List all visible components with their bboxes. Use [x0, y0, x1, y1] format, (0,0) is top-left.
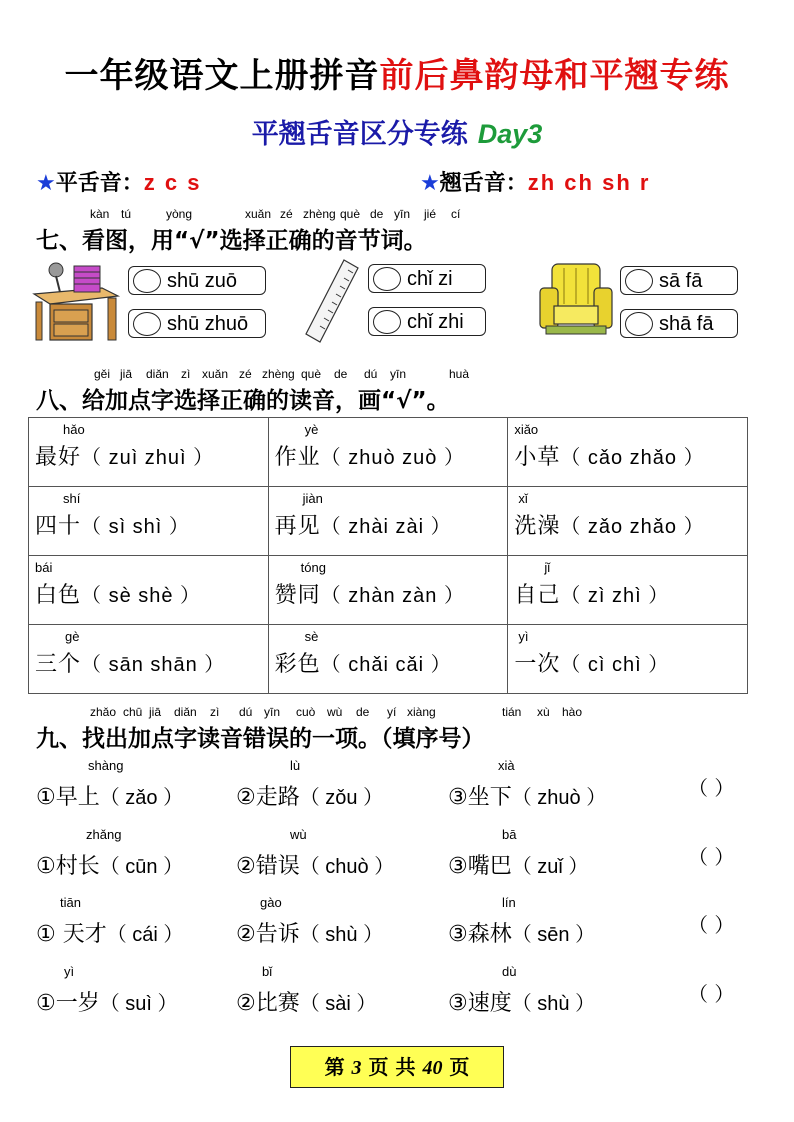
table-cell[interactable] [268, 556, 508, 625]
word: ③嘴巴 [448, 854, 512, 879]
option-box[interactable] [128, 309, 266, 338]
q9-option [236, 895, 384, 948]
table-cell[interactable] [268, 418, 508, 487]
cell-content [275, 440, 465, 471]
pinyin: de [370, 207, 384, 221]
reading: （ chuò ） [299, 856, 395, 878]
pinyin: gěi [94, 367, 111, 381]
choices: （ sān shān ） [81, 654, 226, 676]
q9-option [236, 827, 395, 880]
pinyin: yì [64, 964, 75, 979]
pinyin: bái [35, 560, 53, 575]
page-subtitle [0, 112, 794, 151]
table-row [29, 625, 748, 694]
answer-blank[interactable]: （ ） [688, 776, 735, 800]
pinyin: zhǎng [86, 827, 122, 842]
cell-content [275, 578, 465, 609]
pinyin: zé [239, 367, 252, 381]
pinyin: zé [280, 207, 293, 221]
q9-option [236, 758, 384, 811]
table-cell[interactable] [29, 556, 269, 625]
pinyin: xuǎn [202, 367, 229, 381]
pinyin: xù [537, 705, 550, 719]
check-circle[interactable] [625, 269, 653, 293]
pinyin: sè [304, 629, 319, 644]
q7-group-sofa [536, 258, 746, 344]
choices: （ sì shì ） [81, 516, 190, 538]
pinyin: de [356, 705, 370, 719]
check-circle[interactable] [133, 312, 161, 336]
pinyin: hǎo [63, 422, 85, 437]
pinyin: yè [304, 422, 319, 437]
pinyin: bǐ [262, 964, 273, 979]
table-cell[interactable] [508, 625, 748, 694]
table-cell[interactable] [508, 418, 748, 487]
cell-content [35, 647, 225, 678]
option-text: shū zhuō [167, 313, 249, 335]
pinyin: jiàn [302, 491, 323, 506]
option-box[interactable] [620, 309, 738, 338]
reading: （ zǒu ） [299, 787, 384, 809]
cell-content [275, 647, 452, 678]
choices: （ zǎo zhǎo ） [560, 516, 705, 538]
check-circle[interactable] [373, 267, 401, 291]
pinyin: tiān [60, 895, 81, 910]
pinyin: xiàng [407, 705, 436, 719]
word: ②告诉 [236, 922, 300, 947]
reading: （ zǎo ） [99, 787, 184, 809]
table-cell[interactable] [29, 625, 269, 694]
q9-question-row [36, 760, 756, 810]
q7-group-desk [30, 258, 270, 344]
word: 四十 [35, 514, 82, 539]
ruler-icon [300, 258, 364, 344]
pinyin: dú [364, 367, 378, 381]
pinyin: xiǎo [514, 422, 539, 437]
pinyin: kàn [90, 207, 110, 221]
answer-blank[interactable]: （ ） [688, 913, 735, 937]
choices: （ zhàn zàn ） [320, 585, 465, 607]
cell-content [514, 578, 669, 609]
pinyin: yí [387, 705, 397, 719]
retro-label: 翘舌音： [439, 171, 528, 196]
check-circle[interactable] [625, 312, 653, 336]
pinyin: jiā [120, 367, 133, 381]
pinyin: dú [239, 705, 253, 719]
desk-icon [30, 258, 122, 342]
reading: （ shù ） [299, 924, 384, 946]
q9-heading: 九、找出加点字读音错误的一项。（填序号） [36, 726, 485, 752]
word: ①早上 [36, 785, 100, 810]
pinyin: tóng [300, 560, 326, 575]
current-page: 3 [351, 1057, 362, 1079]
choices: （ zhuò zuò ） [320, 447, 465, 469]
subtitle-day: Day3 [477, 119, 543, 149]
choices: （ zhài zài ） [320, 516, 452, 538]
pinyin: zhǎo [90, 705, 117, 719]
option-text: shū zuō [167, 270, 238, 292]
retroflex-rule [420, 166, 650, 197]
word: 再见 [274, 514, 321, 539]
cell-content [35, 578, 201, 609]
pinyin: wù [327, 705, 343, 719]
q9-option [36, 895, 184, 948]
pinyin: shàng [88, 758, 124, 773]
q9-question-row [36, 897, 756, 947]
q7-heading: 七、看图，用“√”选择正确的音节词。 [36, 228, 427, 254]
pinyin: xǐ [518, 491, 528, 506]
pinyin: bā [502, 827, 517, 842]
table-cell[interactable] [268, 487, 508, 556]
title-black-part: 一年级语文上册拼音 [64, 56, 380, 96]
q9-option [448, 827, 589, 880]
pinyin: gè [65, 629, 80, 644]
answer-blank[interactable]: （ ） [688, 845, 735, 869]
word: ①村长 [36, 854, 100, 879]
pinyin: xuǎn [245, 207, 272, 221]
q9-option [448, 964, 596, 1017]
table-row [29, 556, 748, 625]
word: ① 天才 [36, 922, 107, 947]
check-circle[interactable] [133, 269, 161, 293]
footer-text: 第 [324, 1055, 352, 1079]
choices: （ cǎo zhǎo ） [560, 447, 705, 469]
retro-letters: zh ch sh r [527, 170, 651, 195]
footer-text: 页 共 [361, 1055, 423, 1079]
q8-heading: 八、给加点字选择正确的读音，画“√”。 [36, 388, 450, 414]
q9-option [36, 964, 178, 1017]
word: ③森林 [448, 922, 512, 947]
reading: （ cái ） [106, 924, 184, 946]
pinyin: de [334, 367, 348, 381]
footer-text: 页 [442, 1055, 470, 1079]
star-icon: ★ [36, 171, 56, 196]
q9-option [236, 964, 377, 1017]
pinyin: yīn [394, 207, 411, 221]
pinyin: lù [290, 758, 301, 773]
reading: （ shù ） [511, 993, 596, 1015]
pinyin: zhèng [303, 207, 336, 221]
table-cell[interactable] [508, 487, 748, 556]
answer-blank[interactable]: （ ） [688, 982, 735, 1006]
word: 白色 [35, 583, 82, 608]
choices: （ zì zhì ） [560, 585, 670, 607]
pinyin: dù [502, 964, 517, 979]
pinyin: tián [502, 705, 522, 719]
pinyin: què [301, 367, 322, 381]
pinyin: wù [290, 827, 307, 842]
flat-tongue-rule [36, 166, 201, 197]
word: 三个 [35, 652, 82, 677]
cell-content [514, 440, 704, 471]
pinyin: xià [498, 758, 515, 773]
table-cell[interactable] [268, 625, 508, 694]
pinyin: lín [502, 895, 516, 910]
table-row [29, 418, 748, 487]
sofa-icon [536, 260, 616, 342]
title-red-part: 前后鼻韵母和平翘专练 [379, 56, 730, 96]
pinyin: yīn [390, 367, 407, 381]
word: 赞同 [274, 583, 321, 608]
reading: （ suì ） [99, 993, 178, 1015]
pinyin: hào [562, 705, 583, 719]
choices: （ sè shè ） [81, 585, 202, 607]
word: 洗澡 [514, 514, 561, 539]
pinyin: diǎn [146, 367, 169, 381]
q9-question-row [36, 966, 756, 1016]
word: 小草 [514, 445, 561, 470]
table-cell[interactable] [508, 556, 748, 625]
pinyin: zì [210, 705, 220, 719]
option-box[interactable] [128, 266, 266, 295]
table-row [29, 487, 748, 556]
pinyin: zì [181, 367, 191, 381]
q9-option [36, 827, 184, 880]
word: ①一岁 [36, 991, 100, 1016]
word: ②比赛 [236, 991, 300, 1016]
page-title [0, 48, 794, 97]
q7-group-ruler [300, 258, 490, 344]
option-box[interactable] [368, 264, 486, 293]
pinyin: yīn [264, 705, 281, 719]
option-text: sā fā [659, 270, 703, 292]
pinyin: zhèng [262, 367, 295, 381]
reading: （ cūn ） [99, 856, 184, 878]
pinyin: diǎn [174, 705, 197, 719]
cell-content [35, 440, 214, 471]
pinyin: jiā [149, 705, 162, 719]
option-text: shā fā [659, 313, 714, 335]
pinyin: yòng [166, 207, 193, 221]
pinyin: chū [123, 705, 143, 719]
flat-letters: z c s [143, 170, 202, 195]
word: 自己 [514, 583, 561, 608]
word: 彩色 [274, 652, 321, 677]
total-pages: 40 [422, 1057, 443, 1079]
reading: （ sài ） [299, 993, 377, 1015]
reading: （ zhuò ） [511, 787, 607, 809]
pinyin: huà [449, 367, 470, 381]
pinyin: jǐ [544, 560, 551, 575]
choices: （ chǎi cǎi ） [320, 654, 452, 676]
q9-option [36, 758, 184, 811]
word: 最好 [35, 445, 82, 470]
cell-content [514, 647, 669, 678]
q9-option [448, 895, 596, 948]
pinyin: shí [63, 491, 81, 506]
subtitle-text: 平翘舌音区分专练 [251, 119, 468, 150]
option-text: chǐ zhi [407, 311, 464, 333]
word: ③速度 [448, 991, 512, 1016]
pinyin: gào [260, 895, 282, 910]
word: ③坐下 [448, 785, 512, 810]
q9-question-row [36, 829, 756, 879]
option-box[interactable] [620, 266, 738, 295]
cell-content [35, 509, 190, 540]
table-cell[interactable] [29, 487, 269, 556]
pinyin: cí [451, 207, 461, 221]
word: 作业 [274, 445, 321, 470]
word: ②错误 [236, 854, 300, 879]
pinyin: què [340, 207, 361, 221]
table-cell[interactable] [29, 418, 269, 487]
pinyin: yì [518, 629, 529, 644]
page-number-badge [290, 1046, 504, 1088]
flat-label: 平舌音： [55, 171, 144, 196]
cell-content [514, 509, 704, 540]
reading: （ sēn ） [511, 924, 596, 946]
star-icon: ★ [420, 171, 440, 196]
option-box[interactable] [368, 307, 486, 336]
word: ②走路 [236, 785, 300, 810]
cell-content [275, 509, 452, 540]
option-text: chǐ zi [407, 268, 453, 290]
check-circle[interactable] [373, 310, 401, 334]
pinyin: tú [121, 207, 132, 221]
word: 一次 [514, 652, 561, 677]
q9-option [448, 758, 607, 811]
pinyin: jié [424, 207, 437, 221]
pinyin: cuò [296, 705, 316, 719]
choices: （ zuì zhuì ） [81, 447, 215, 469]
q8-table [28, 417, 748, 694]
reading: （ zuǐ ） [511, 856, 589, 878]
choices: （ cì chì ） [560, 654, 670, 676]
